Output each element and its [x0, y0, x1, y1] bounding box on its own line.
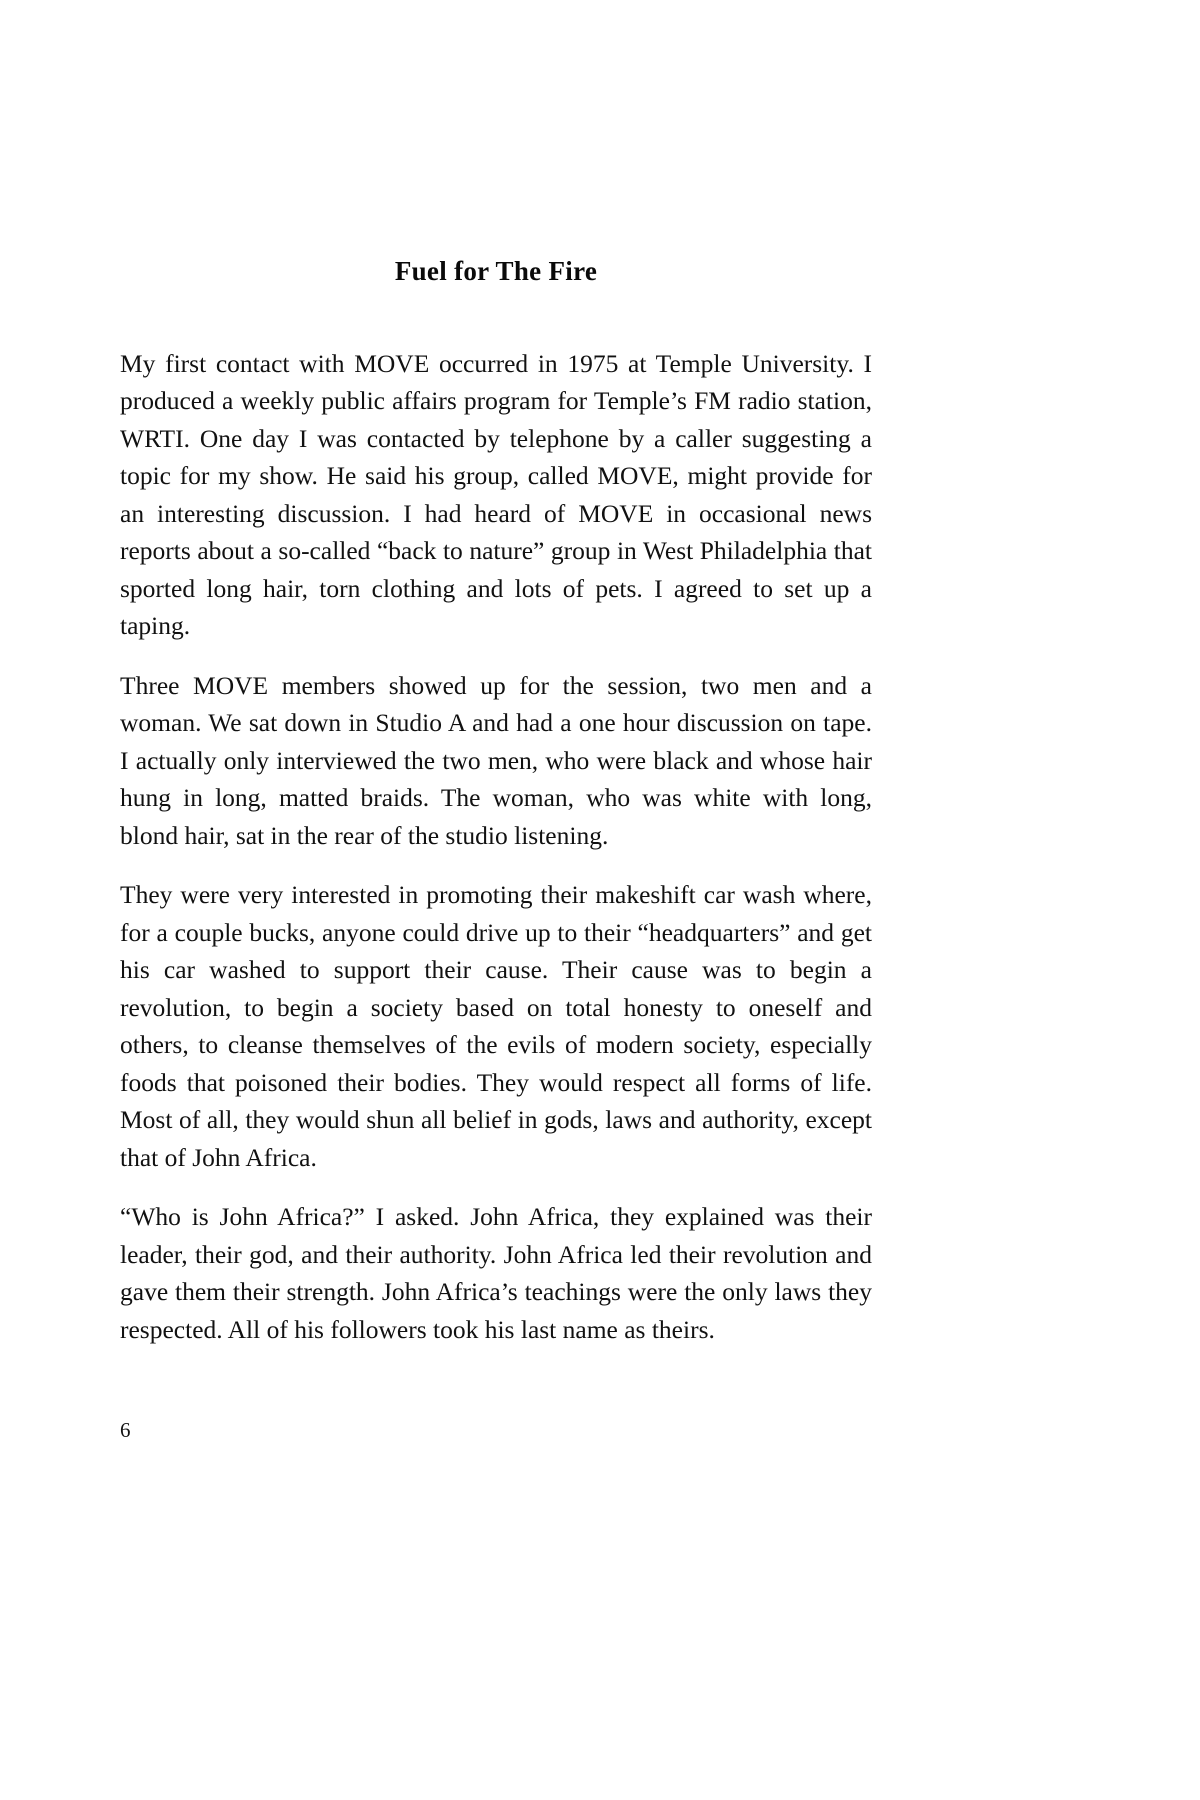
chapter-title: Fuel for The Fire — [394, 256, 598, 286]
body-paragraph-2: Three MOVE members showed up for the session, two men and a woman. We sat down in Studio A and had a one hour discussion on tape. I actually only interviewed the two men, who were black and whose hair hung in long, matted braids. The woman, who was white with long, blond hair, sat in the rear of the studio listening. — [120, 670, 872, 850]
page-number: 6 — [120, 1418, 131, 1442]
body-paragraph-4: “Who is John Africa?” I asked. John Africa, they explained was their leader, their god, and their authority. John Africa led their revolution and gave them their strength. John Africa’s teachings were the only laws they respected. All of his followers took his last name as theirs. — [120, 1202, 872, 1344]
page-text-block — [120, 255, 872, 1348]
body-paragraph-1: My first contact with MOVE occurred in 1975 at Temple University. I produced a weekly public affairs program for Temple’s FM radio station, WRTI. One day I was contacted by telephone by a caller suggesting a topic for my show. He said his group, called MOVE, might provide for an interesting discussion. I had heard of MOVE in occasional news reports about a so-called “back to nature” group in West Philadelphia that sported long hair, torn clothing and lots of pets. I agreed to set up a taping. — [120, 348, 872, 641]
body-paragraph-3: They were very interested in promoting their makeshift car wash where, for a couple bucks, anyone could drive up to their “headquarters” and get his car washed to support their cause. Their cause was to begin a revolution, to begin a society based on total honesty to oneself and others, to cleanse themselves of the evils of modern society, especially foods that poisoned their bodies. They would respect all forms of life. Most of all, they would shun all belief in gods, laws and authority, except that of John Africa. — [120, 880, 872, 1172]
